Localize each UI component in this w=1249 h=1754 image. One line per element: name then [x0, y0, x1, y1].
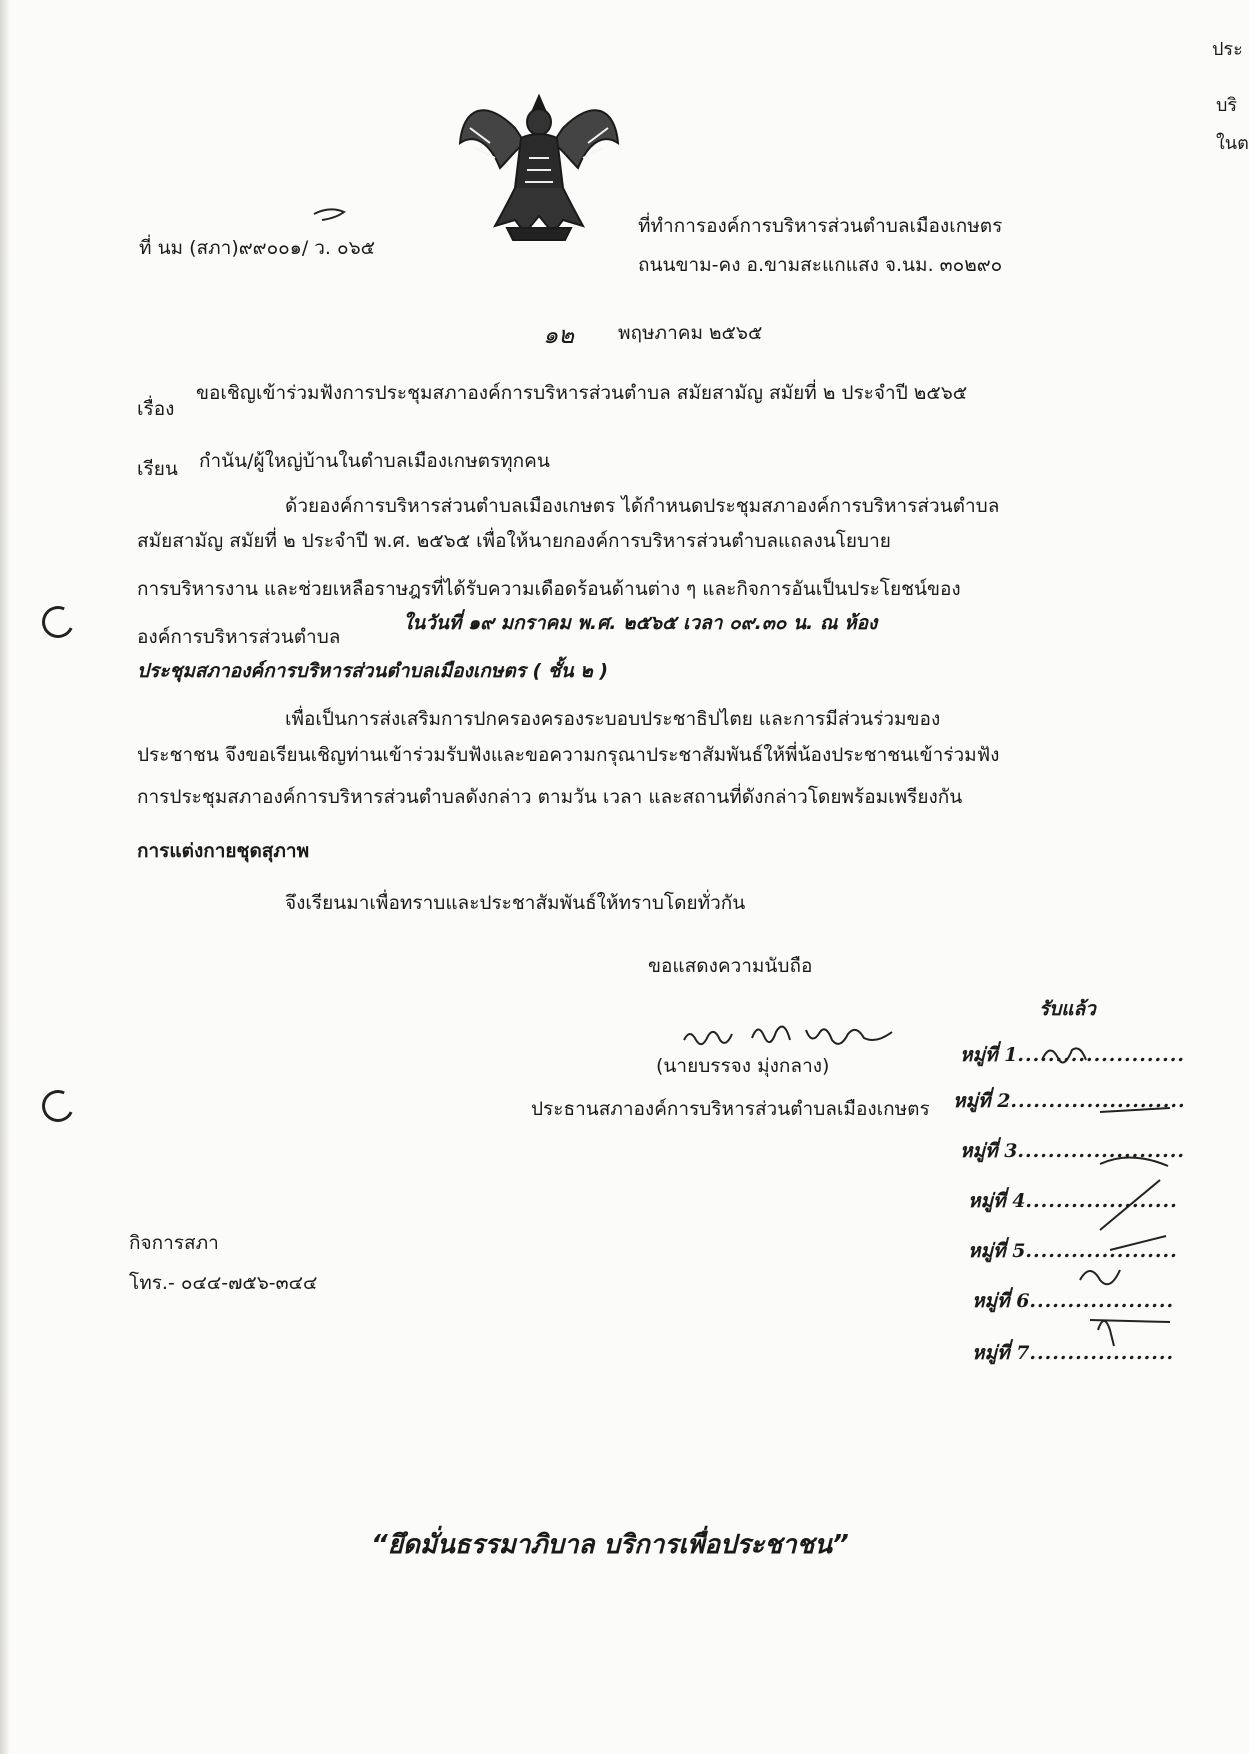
village-5: หมู่ที่ 5.................... [968, 1240, 1178, 1262]
footer-phone: โทร.- ๐๔๔-๗๕๖-๓๔๔ [129, 1272, 318, 1294]
village-initials [1040, 1030, 1210, 1374]
next-page-fragment-2: บริ [1216, 95, 1238, 116]
punch-hole-bottom [37, 1085, 78, 1126]
next-page-fragment-1: ประ [1212, 39, 1243, 60]
recipient-text: กำนัน/ผู้ใหญ่บ้านในตำบลเมืองเกษตรทุกคน [199, 450, 550, 472]
closing-regards: ขอแสดงความนับถือ [648, 955, 813, 977]
village-1: หมู่ที่ 1...................... [960, 1044, 1185, 1066]
footer-motto: “ยึดมั่นธรรมาภิบาล บริการเพื่อประชาชน” [371, 1530, 849, 1560]
village-4: หมู่ที่ 4.................... [968, 1190, 1178, 1212]
subject-label: เรื่อง [137, 398, 175, 420]
garuda-emblem [455, 88, 623, 248]
recipient-label: เรียน [137, 458, 178, 480]
sender-office: ที่ทำการองค์การบริหารส่วนตำบลเมืองเกษตร [638, 215, 1003, 237]
body-p2-line2: ประชาชน จึงขอเรียนเชิญท่านเข้าร่วมรับฟังและขอความกรุณาประชาสัมพันธ์ให้พี่น้องประชาชนเข้าร่วมฟัง [137, 744, 1000, 766]
body-p1-line5: ประชุมสภาองค์การบริหารส่วนตำบลเมืองเกษตร ( ชั้น ๒ ) [137, 660, 609, 682]
handwritten-mark [310, 204, 350, 228]
body-p1-line4-b: ในวันที่ ๑๙ มกราคม พ.ศ. ๒๕๖๕ เวลา ๐๙.๓๐ น. ณ ห้อง [403, 612, 878, 634]
village-6: หมู่ที่ 6................... [972, 1290, 1175, 1312]
footer-department: กิจการสภา [129, 1232, 219, 1254]
body-p2-line1: เพื่อเป็นการส่งเสริมการปกครองครองระบอบประชาธิปไตย และการมีส่วนร่วมของ [285, 708, 941, 730]
signer-name: (นายบรรจง มุ่งกลาง) [656, 1055, 830, 1077]
subject-text: ขอเชิญเข้าร่วมฟังการประชุมสภาองค์การบริหารส่วนตำบล สมัยสามัญ สมัยที่ ๒ ประจำปี ๒๕๖๕ [196, 382, 968, 404]
date-month-year: พฤษภาคม ๒๕๖๕ [618, 322, 763, 344]
body-p1-line3: การบริหารงาน และช่วยเหลือราษฎรที่ได้รับความเดือดร้อนด้านต่าง ๆ และกิจการอันเป็นประโยชน์ของ [137, 578, 961, 600]
body-p2-line3: การประชุมสภาองค์การบริหารส่วนตำบลดังกล่าว ตามวัน เวลา และสถานที่ดังกล่าวโดยพร้อมเพรียงกัน [137, 786, 963, 808]
reference-number: ที่ นม (สภา)๙๙๐๐๑/ ว. ๐๖๕ [139, 237, 376, 259]
body-p1-line2: สมัยสามัญ สมัยที่ ๒ ประจำปี พ.ศ. ๒๕๖๕ เพื่อให้นายกองค์การบริหารส่วนตำบลแถลงนโยบาย [137, 530, 891, 552]
next-page-fragment-3: ในต [1216, 133, 1249, 154]
body-p1-line1: ด้วยองค์การบริหารส่วนตำบลเมืองเกษตร ได้กำหนดประชุมสภาองค์การบริหารส่วนตำบล [285, 495, 1000, 517]
signer-position: ประธานสภาองค์การบริหารส่วนตำบลเมืองเกษตร [531, 1098, 930, 1120]
village-7: หมู่ที่ 7................... [972, 1342, 1175, 1364]
village-3: หมู่ที่ 3...................... [960, 1140, 1185, 1162]
sender-address: ถนนขาม-คง อ.ขามสะแกแสง จ.นม. ๓๐๒๙๐ [638, 254, 1003, 276]
scan-edge [0, 0, 10, 1754]
body-p2-line4: การแต่งกายชุดสุภาพ [137, 840, 310, 862]
received-stamp-title: รับแล้ว [1039, 998, 1096, 1020]
body-p3: จึงเรียนมาเพื่อทราบและประชาสัมพันธ์ให้ทราบโดยทั่วกัน [285, 892, 746, 914]
punch-hole-top [37, 601, 78, 642]
date-day: ๑๒ [543, 321, 575, 349]
body-p1-line4-a: องค์การบริหารส่วนตำบล [137, 626, 341, 648]
village-2: หมู่ที่ 2....................... [953, 1090, 1186, 1112]
